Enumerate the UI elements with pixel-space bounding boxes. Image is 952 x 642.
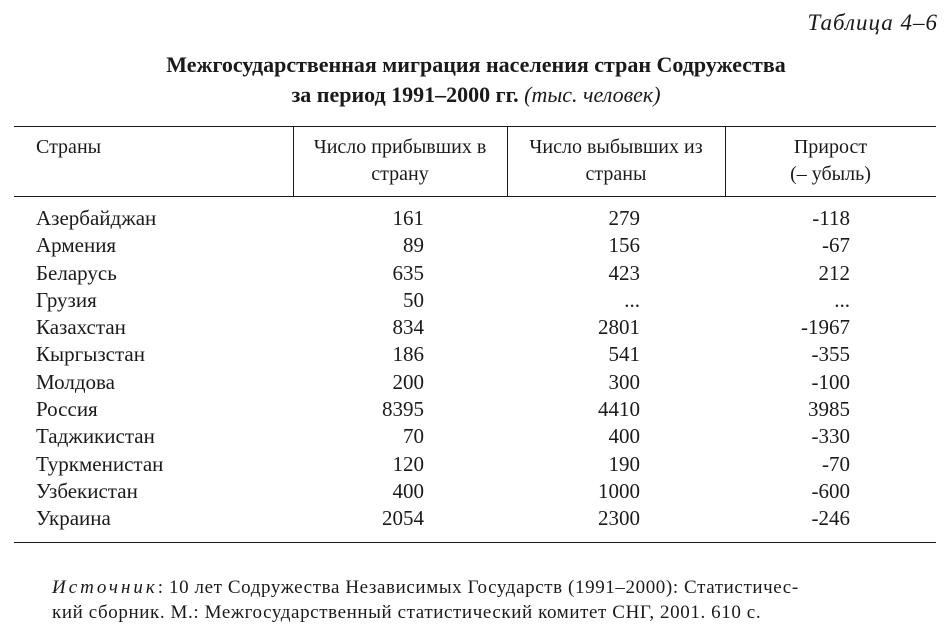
table-row: [0, 478, 952, 505]
departed-cell: 423: [608, 260, 640, 285]
growth-cell: -600: [811, 478, 850, 503]
departed-cell: 190: [608, 451, 640, 476]
arrived-cell: 635: [392, 260, 424, 285]
table-row: [0, 451, 952, 478]
title-line-2: [0, 80, 952, 110]
departed-cell: 400: [608, 424, 640, 449]
departed-cell: 4410: [598, 397, 640, 422]
header-arrived-line2: страну: [371, 163, 429, 185]
growth-cell: -67: [822, 233, 850, 258]
departed-cell: 279: [608, 206, 640, 230]
growth-cell: -70: [822, 451, 850, 476]
country-cell: Азербайджан: [36, 206, 157, 230]
table-bottom-rule: [14, 542, 936, 543]
table-row: [0, 260, 952, 287]
table-number: Таблица 4–6: [807, 10, 938, 35]
arrived-cell: 2054: [382, 506, 424, 531]
country-cell: Узбекистан: [36, 478, 138, 503]
table-row: [0, 205, 952, 232]
country-cell: Беларусь: [36, 260, 117, 285]
table-row: [0, 423, 952, 450]
table-row: [0, 396, 952, 423]
table-row: [0, 314, 952, 341]
arrived-cell: 70: [403, 424, 424, 449]
growth-cell: -100: [811, 369, 850, 394]
departed-cell: 156: [608, 233, 640, 258]
departed-cell: 2801: [598, 315, 640, 340]
source-text-1: : 10 лет Содружества Независимых Государств (1991–2000): Статистичес-: [157, 577, 799, 598]
table-row: [0, 369, 952, 396]
country-cell: Армения: [36, 233, 117, 258]
country-cell: Туркменистан: [36, 451, 164, 476]
header-departed-line2: страны: [585, 163, 647, 185]
table-row: [0, 505, 952, 532]
growth-cell: -246: [811, 506, 850, 531]
arrived-cell: 161: [392, 206, 424, 230]
country-cell: Россия: [36, 397, 98, 422]
header-arrived-line1: Число прибывших в: [313, 136, 487, 158]
arrived-cell: 8395: [382, 397, 424, 422]
table-title: [0, 50, 952, 110]
source-note: [52, 575, 932, 625]
growth-cell: -118: [812, 206, 850, 230]
arrived-cell: 50: [403, 287, 424, 312]
header-departed: [507, 134, 725, 188]
title-period: за период 1991–2000 гг.: [291, 82, 519, 107]
arrived-cell: 186: [392, 342, 424, 367]
growth-cell: 212: [818, 260, 850, 285]
growth-cell: ...: [834, 287, 850, 312]
source-text-2: кий сборник. М.: Межгосударственный статистический комитет СНГ, 2001. 610 с.: [52, 602, 762, 623]
header-countries: Страны: [36, 136, 102, 158]
country-cell: Казахстан: [36, 315, 126, 340]
source-line-1: [52, 575, 932, 600]
table-row: [0, 341, 952, 368]
table-row: [0, 287, 952, 314]
table-row: [0, 232, 952, 259]
header-growth-line1: Прирост: [793, 136, 868, 158]
table-top-rule: [14, 126, 936, 127]
header-arrived: [293, 134, 507, 188]
departed-cell: ...: [624, 287, 640, 312]
departed-cell: 1000: [598, 478, 640, 503]
departed-cell: 2300: [598, 506, 640, 531]
country-cell: Таджикистан: [36, 424, 155, 449]
header-growth: [725, 134, 936, 188]
departed-cell: 541: [608, 342, 640, 367]
growth-cell: -1967: [801, 315, 850, 340]
growth-cell: 3985: [808, 397, 850, 422]
header-departed-line1: Число выбывших из: [529, 136, 703, 158]
arrived-cell: 834: [392, 315, 424, 340]
title-line-1: Межгосударственная миграция населения стран Содружества: [166, 52, 786, 77]
arrived-cell: 120: [392, 451, 424, 476]
country-cell: Грузия: [36, 287, 97, 312]
country-cell: Украина: [36, 506, 111, 531]
source-label: Источник: [52, 577, 158, 598]
table-body: [0, 205, 952, 533]
table-header-rule: [14, 196, 936, 197]
growth-cell: -355: [811, 342, 850, 367]
header-growth-line2: (– убыль): [790, 163, 871, 185]
departed-cell: 300: [608, 369, 640, 394]
growth-cell: -330: [811, 424, 850, 449]
country-cell: Молдова: [36, 369, 115, 394]
arrived-cell: 89: [403, 233, 424, 258]
arrived-cell: 400: [392, 478, 424, 503]
arrived-cell: 200: [392, 369, 424, 394]
country-cell: Кыргызстан: [36, 342, 145, 367]
title-unit: (тыс. человек): [524, 82, 661, 107]
